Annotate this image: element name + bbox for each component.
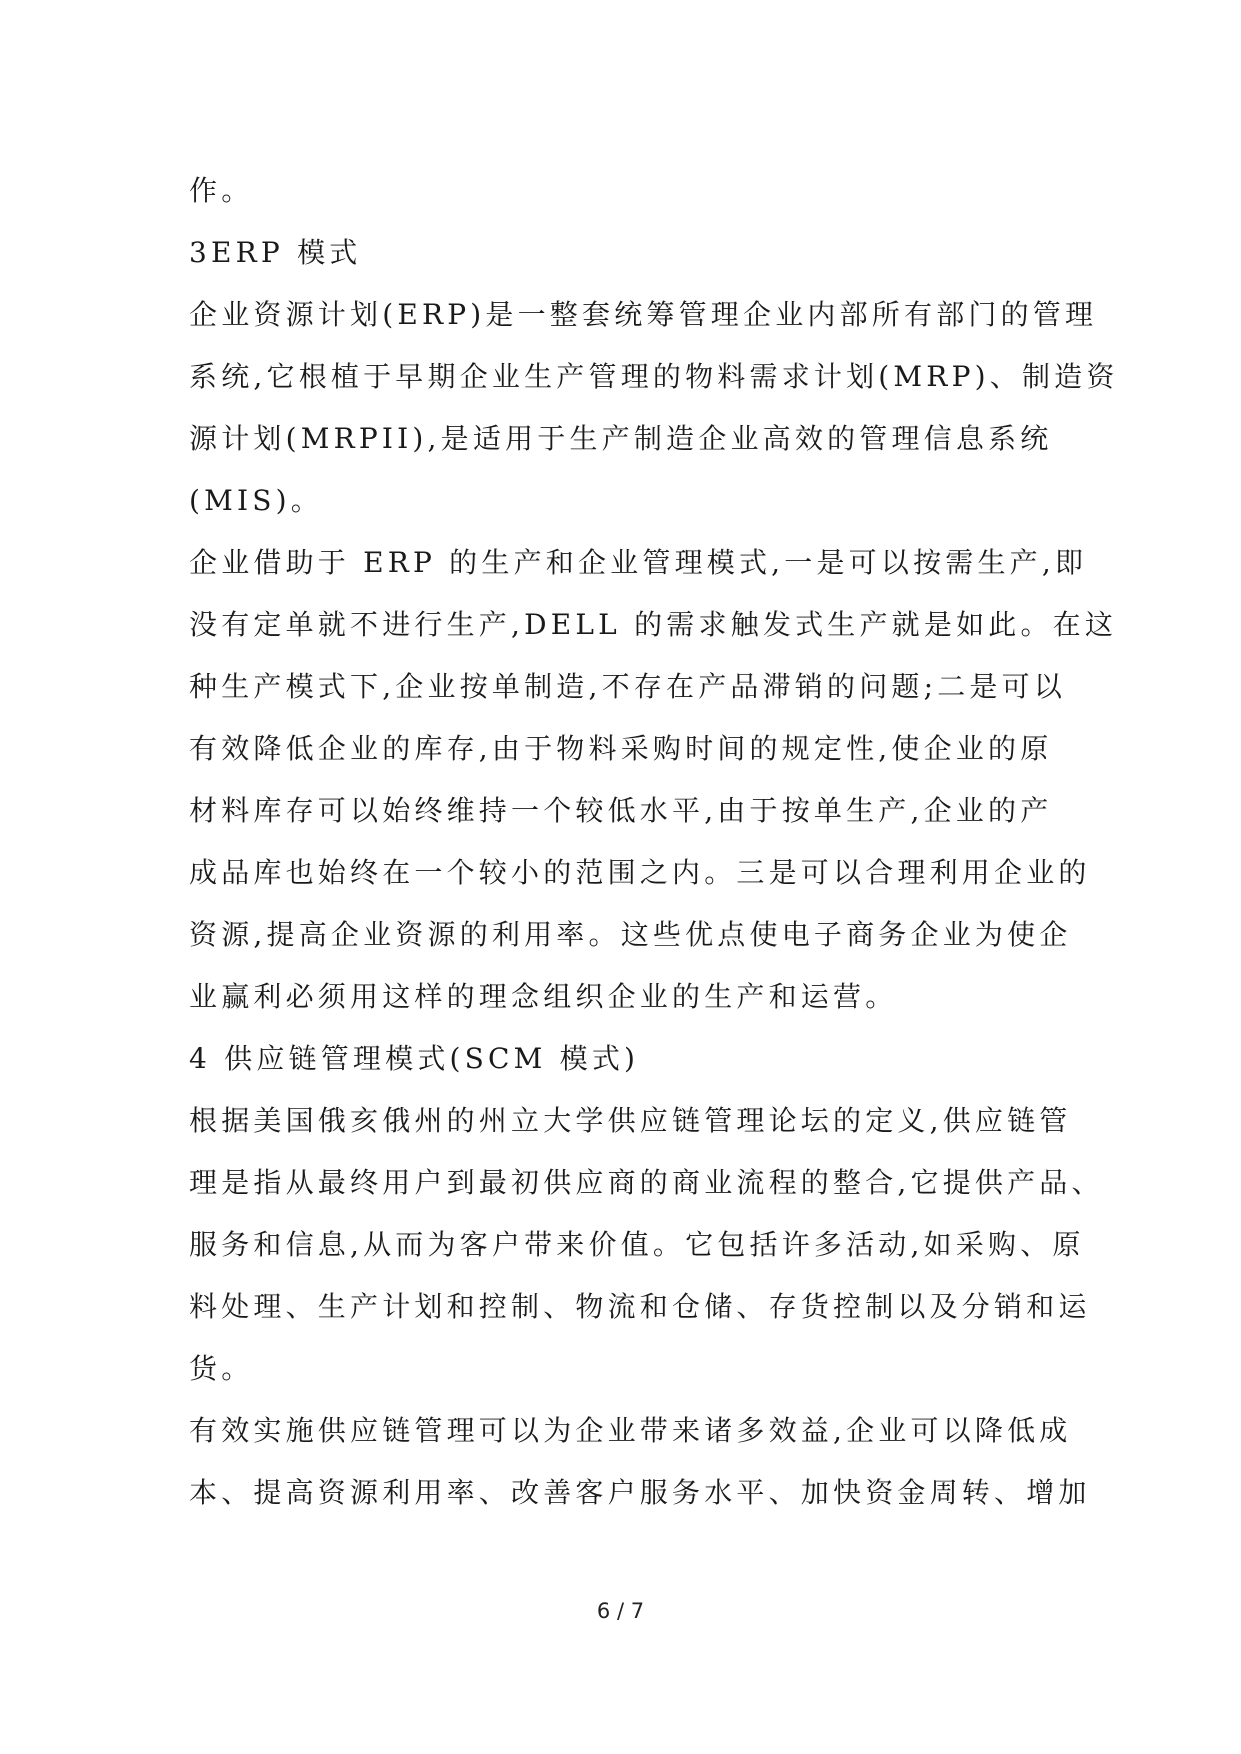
page-number: 6 / 7 <box>596 1599 645 1623</box>
document-body <box>189 160 1119 1524</box>
text-line: (MIS)。 <box>189 484 323 517</box>
text-line: 有效降低企业的库存,由于物料采购时间的规定性,使企业的原 <box>189 732 1053 765</box>
text-line: 有效实施供应链管理可以为企业带来诸多效益,企业可以降低成 <box>189 1414 1072 1447</box>
text-line: 料处理、生产计划和控制、物流和仓储、存货控制以及分销和运 <box>189 1290 1091 1323</box>
text-line: 企业资源计划(ERP)是一整套统筹管理企业内部所有部门的管理 <box>189 298 1098 331</box>
text-line: 成品库也始终在一个较小的范围之内。三是可以合理利用企业的 <box>189 856 1091 889</box>
text-line: 没有定单就不进行生产,DELL 的需求触发式生产就是如此。在这 <box>189 608 1118 641</box>
text-line: 业赢利必须用这样的理念组织企业的生产和运营。 <box>189 980 898 1013</box>
text-line: 作。 <box>189 174 254 207</box>
text-line: 系统,它根植于早期企业生产管理的物料需求计划(MRP)、制造资 <box>189 360 1119 393</box>
text-line: 理是指从最终用户到最初供应商的商业流程的整合,它提供产品、 <box>189 1166 1104 1199</box>
text-line: 根据美国俄亥俄州的州立大学供应链管理论坛的定义,供应链管 <box>189 1104 1072 1137</box>
text-line: 材料库存可以始终维持一个较低水平,由于按单生产,企业的产 <box>189 794 1053 827</box>
text-line: 企业借助于 ERP 的生产和企业管理模式,一是可以按需生产,即 <box>189 546 1088 579</box>
text-line: 资源,提高企业资源的利用率。这些优点使电子商务企业为使企 <box>189 918 1072 951</box>
text-line: 种生产模式下,企业按单制造,不存在产品滞销的问题;二是可以 <box>189 670 1067 703</box>
text-line: 货。 <box>189 1352 254 1385</box>
text-line: 本、提高资源利用率、改善客户服务水平、加快资金周转、增加 <box>189 1476 1091 1509</box>
text-line: 服务和信息,从而为客户带来价值。它包括许多活动,如采购、原 <box>189 1228 1085 1261</box>
section-heading-scm: 4 供应链管理模式(SCM 模式) <box>189 1042 640 1075</box>
text-line: 源计划(MRPII),是适用于生产制造企业高效的管理信息系统 <box>189 422 1053 455</box>
section-heading-erp: 3ERP 模式 <box>189 236 362 269</box>
